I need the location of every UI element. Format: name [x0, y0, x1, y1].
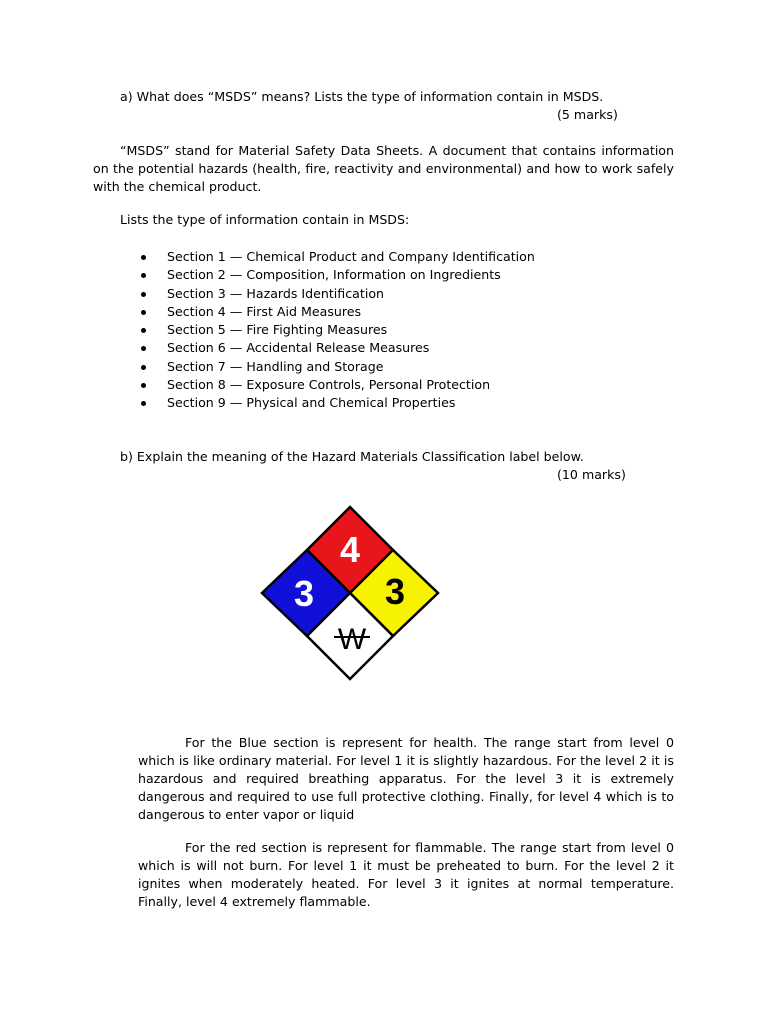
- list-item: Section 5 — Fire Fighting Measures: [141, 321, 535, 339]
- bullet-icon: [141, 292, 146, 297]
- answer-a: [93, 142, 674, 196]
- health-value: 3: [293, 573, 315, 614]
- bullet-icon: [141, 401, 146, 406]
- bullet-icon: [141, 273, 146, 278]
- health-explanation: [138, 734, 674, 824]
- answer-a-text: “MSDS” stand for Material Safety Data Sheets. A document that contains information on the potential hazards (health, fire, reactivity and environmental) and how to work safely with the chemical product.: [93, 143, 674, 194]
- list-item: Section 9 — Physical and Chemical Properties: [141, 394, 535, 412]
- health-explanation-text: For the Blue section is represent for health. The range start from level 0 which is like ordinary material. For level 1 it is slightly hazardous. For the level 2 it is hazardous and required breathing apparatus. For the level 3 it is extremely dangerous and required to use full protective clothing. Finally, for level 4 which is to dangerous to enter vapor or liquid: [138, 735, 674, 822]
- list-item: Section 1 — Chemical Product and Company Identification: [141, 248, 535, 266]
- flammability-explanation-text: For the red section is represent for flammable. The range start from level 0 which is will not burn. For level 1 it must be preheated to burn. For the level 2 it ignites when moderately heated. For level 3 it ignites at normal temperature. Finally, level 4 extremely flammable.: [138, 840, 674, 909]
- question-b-marks: (10 marks): [557, 467, 626, 482]
- flammability-explanation: [138, 839, 674, 911]
- msds-sections-list: [141, 248, 535, 413]
- list-item: Section 6 — Accidental Release Measures: [141, 339, 535, 357]
- list-item: Section 4 — First Aid Measures: [141, 303, 535, 321]
- question-a: a) What does “MSDS” means? Lists the type of information contain in MSDS.: [120, 89, 604, 104]
- list-intro: Lists the type of information contain in MSDS:: [120, 212, 410, 227]
- list-item: Section 2 — Composition, Information on Ingredients: [141, 266, 535, 284]
- bullet-icon: [141, 346, 146, 351]
- nfpa-hazard-diamond: [258, 505, 442, 681]
- bullet-icon: [141, 255, 146, 260]
- reactivity-value: 3: [384, 571, 406, 612]
- bullet-icon: [141, 365, 146, 370]
- special-hazard-value: W: [337, 623, 367, 656]
- bullet-icon: [141, 383, 146, 388]
- bullet-icon: [141, 310, 146, 315]
- bullet-icon: [141, 328, 146, 333]
- question-a-marks: (5 marks): [557, 107, 618, 122]
- flammability-value: 4: [339, 529, 361, 570]
- list-item: Section 8 — Exposure Controls, Personal Protection: [141, 376, 535, 394]
- question-b: b) Explain the meaning of the Hazard Materials Classification label below.: [120, 449, 584, 464]
- list-item: Section 7 — Handling and Storage: [141, 358, 535, 376]
- list-item: Section 3 — Hazards Identification: [141, 285, 535, 303]
